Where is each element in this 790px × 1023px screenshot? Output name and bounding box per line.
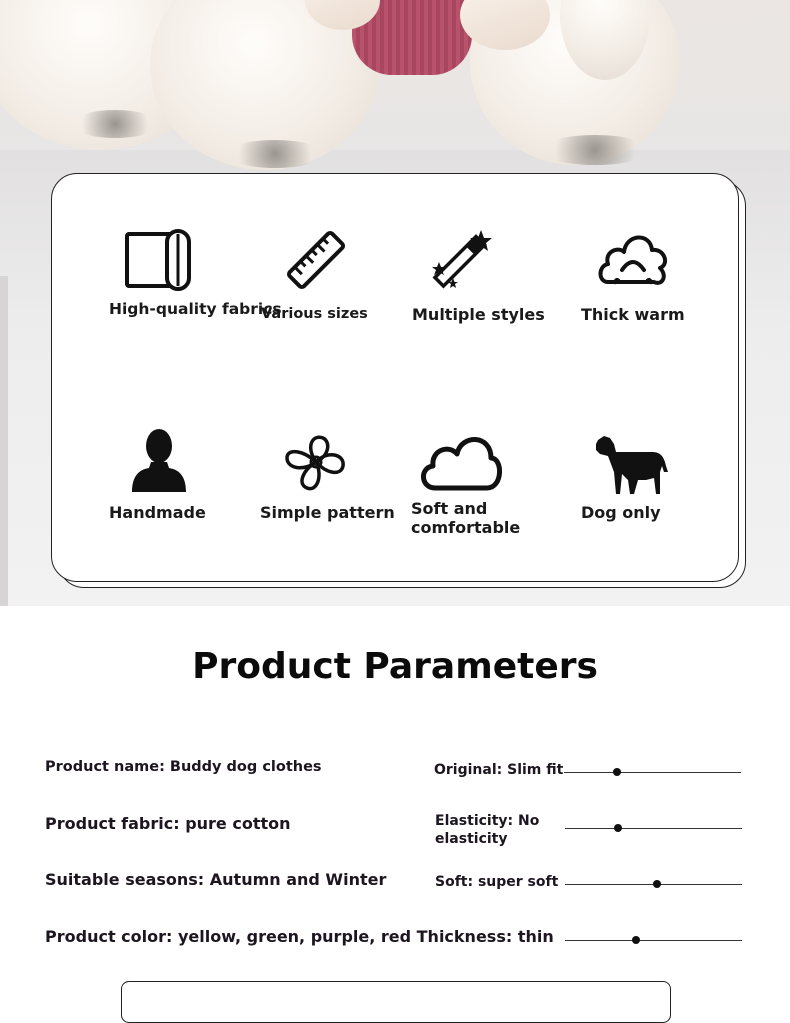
cloud-warm-icon: [596, 226, 670, 292]
feature-label: Various sizes: [261, 306, 368, 322]
rating-slider-thickness: [565, 940, 742, 941]
param-fabric: Product fabric: pure cotton: [45, 814, 291, 833]
rating-marker: [614, 824, 622, 832]
paw-shadow: [540, 135, 650, 165]
cloud-icon: [417, 428, 503, 494]
fabric-roll-icon: [124, 228, 194, 292]
param-seasons: Suitable seasons: Autumn and Winter: [45, 870, 387, 889]
dog-icon: [594, 432, 670, 498]
photo-edge: [0, 276, 8, 606]
param-name: Product name: Buddy dog clothes: [45, 759, 322, 775]
rating-label-softness: Soft: super soft: [435, 874, 559, 890]
rating-slider-fit: [564, 772, 741, 773]
paw-shadow: [225, 140, 325, 168]
size-table-header: [121, 981, 671, 1023]
feature-label: Thick warm: [581, 305, 685, 324]
rating-marker: [653, 880, 661, 888]
rating-slider-softness: [565, 884, 742, 885]
param-color-thickness: Product color: yellow, green, purple, red Thickness: thin: [45, 927, 554, 946]
feature-label: Dog only: [581, 503, 661, 522]
feature-label: Simple pattern: [260, 503, 395, 522]
rating-slider-elasticity: [565, 828, 742, 829]
person-silhouette-icon: [130, 428, 188, 494]
rating-label-elasticity: Elasticity: No elasticity: [435, 813, 540, 847]
rating-label-fit: Original: Slim fit: [434, 762, 564, 778]
paw-shadow: [70, 110, 160, 138]
rating-marker: [613, 768, 621, 776]
feature-label: High-quality fabrics: [109, 300, 282, 318]
ruler-icon: [284, 228, 348, 292]
feature-label: Multiple styles: [412, 305, 545, 324]
feature-label: Soft and comfortable: [411, 499, 521, 537]
rating-marker: [632, 936, 640, 944]
magic-wand-stars-icon: [429, 228, 495, 294]
flower-pattern-icon: [283, 432, 349, 494]
section-title: Product Parameters: [192, 646, 598, 687]
feature-label: Handmade: [109, 503, 206, 522]
